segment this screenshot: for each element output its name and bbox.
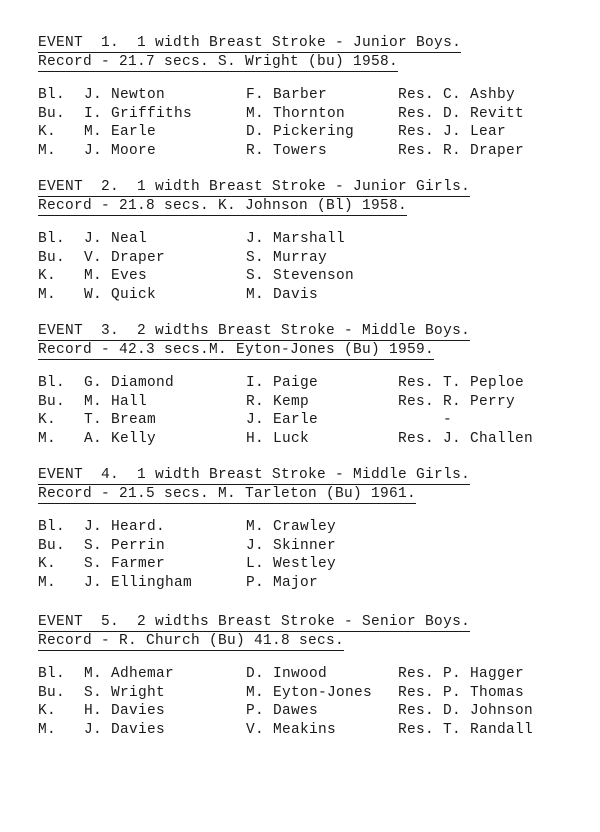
entrants-list <box>38 518 578 592</box>
reserve-name: - <box>398 412 453 428</box>
entrant-row <box>38 518 578 537</box>
entrant-name: M. Adhemar <box>84 666 175 682</box>
house-code: Bl. <box>38 231 66 247</box>
reserve-name: Res. D. Johnson <box>398 703 534 719</box>
entrant-name: J. Neal <box>84 231 148 247</box>
reserve-name: Res. P. Thomas <box>398 684 525 701</box>
entrant-name: V. Meakins <box>246 721 337 738</box>
entrants-list <box>38 230 578 304</box>
entrant-name: S. Stevenson <box>246 268 355 284</box>
reserve-name: Res. R. Draper <box>398 142 525 159</box>
entrant-name: R. Kemp <box>246 393 310 410</box>
event-record: Record - R. Church (Bu) 41.8 secs. <box>38 633 345 649</box>
entrant-name: J. Skinner <box>246 537 337 554</box>
event-1 <box>38 34 578 160</box>
entrant-name: M. Thornton <box>246 105 346 122</box>
house-code: M. <box>38 721 57 738</box>
entrant-name: F. Barber <box>246 87 328 103</box>
house-code: K. <box>38 556 57 572</box>
entrant-row <box>38 665 578 684</box>
entrant-name: H. Davies <box>84 703 166 719</box>
event-heading: EVENT 3. 2 widths Breast Stroke - Middle Boys. <box>38 323 471 339</box>
entrant-name: J. Ellingham <box>84 574 193 591</box>
reserve-name: Res. T. Peploe <box>398 375 525 391</box>
entrant-name: H. Luck <box>246 430 310 447</box>
entrant-name: J. Marshall <box>246 231 346 247</box>
entrant-name: M. Earle <box>84 124 157 140</box>
event-heading: EVENT 2. 1 width Breast Stroke - Junior Girls. <box>38 179 471 195</box>
event-record: Record - 21.5 secs. M. Tarleton (Bu) 1961. <box>38 486 417 502</box>
event-heading: EVENT 1. 1 width Breast Stroke - Junior Boys. <box>38 35 462 51</box>
entrant-name: A. Kelly <box>84 430 157 447</box>
house-code: Bu. <box>38 537 66 554</box>
entrants-list <box>38 86 578 160</box>
event-record: Record - 42.3 secs.M. Eyton-Jones (Bu) 1959. <box>38 342 435 358</box>
entrant-row <box>38 537 578 556</box>
entrant-name: M. Hall <box>84 393 148 410</box>
entrant-name: J. Earle <box>246 412 319 428</box>
house-code: M. <box>38 574 57 591</box>
entrant-row <box>38 430 578 449</box>
entrant-name: I. Griffiths <box>84 105 193 122</box>
entrant-name: V. Draper <box>84 249 166 266</box>
entrant-name: M. Crawley <box>246 519 337 535</box>
reserve-name: Res. T. Randall <box>398 721 534 738</box>
entrant-row <box>38 86 578 105</box>
entrant-row <box>38 249 578 268</box>
house-code: K. <box>38 268 57 284</box>
entrant-name: R. Towers <box>246 142 328 159</box>
entrant-name: J. Heard. <box>84 519 166 535</box>
house-code: Bu. <box>38 249 66 266</box>
entrant-row <box>38 286 578 305</box>
entrants-list <box>38 374 578 448</box>
entrant-name: L. Westley <box>246 556 337 572</box>
entrant-row <box>38 374 578 393</box>
reserve-name: Res. R. Perry <box>398 393 516 410</box>
house-code: K. <box>38 703 57 719</box>
reserve-name: Res. C. Ashby <box>398 87 516 103</box>
house-code: M. <box>38 142 57 159</box>
event-5 <box>38 613 578 739</box>
event-4 <box>38 466 578 592</box>
entrant-name: S. Wright <box>84 684 166 701</box>
house-code: M. <box>38 286 57 303</box>
entrant-name: M. Eves <box>84 268 148 284</box>
entrant-name: M. Davis <box>246 286 319 303</box>
entrant-name: G. Diamond <box>84 375 175 391</box>
reserve-name: Res. P. Hagger <box>398 666 525 682</box>
entrant-name: I. Paige <box>246 375 319 391</box>
house-code: Bl. <box>38 666 66 682</box>
event-3 <box>38 322 578 448</box>
event-2 <box>38 178 578 304</box>
entrant-name: S. Murray <box>246 249 328 266</box>
house-code: Bu. <box>38 105 66 122</box>
event-record: Record - 21.8 secs. K. Johnson (Bl) 1958. <box>38 198 408 214</box>
entrant-name: T. Bream <box>84 412 157 428</box>
entrant-row <box>38 411 578 430</box>
entrant-name: J. Moore <box>84 142 157 159</box>
event-heading: EVENT 5. 2 widths Breast Stroke - Senior Boys. <box>38 614 471 630</box>
event-record: Record - 21.7 secs. S. Wright (bu) 1958. <box>38 54 399 70</box>
entrant-row <box>38 142 578 161</box>
entrant-row <box>38 230 578 249</box>
reserve-name: Res. D. Revitt <box>398 105 525 122</box>
entrant-name: J. Newton <box>84 87 166 103</box>
entrant-name: S. Perrin <box>84 537 166 554</box>
entrant-name: W. Quick <box>84 286 157 303</box>
entrant-row <box>38 555 578 574</box>
entrant-name: M. Eyton-Jones <box>246 684 373 701</box>
house-code: M. <box>38 430 57 447</box>
entrant-name: D. Pickering <box>246 124 355 140</box>
house-code: Bu. <box>38 393 66 410</box>
entrant-name: P. Major <box>246 574 319 591</box>
entrant-row <box>38 702 578 721</box>
entrants-list <box>38 665 578 739</box>
house-code: K. <box>38 412 57 428</box>
entrant-row <box>38 684 578 703</box>
house-code: Bl. <box>38 519 66 535</box>
entrant-row <box>38 393 578 412</box>
reserve-name: Res. J. Challen <box>398 430 534 447</box>
entrant-name: J. Davies <box>84 721 166 738</box>
reserve-name: Res. J. Lear <box>398 124 507 140</box>
entrant-row <box>38 105 578 124</box>
entrant-row <box>38 267 578 286</box>
entrant-name: D. Inwood <box>246 666 328 682</box>
house-code: Bl. <box>38 375 66 391</box>
house-code: Bl. <box>38 87 66 103</box>
event-heading: EVENT 4. 1 width Breast Stroke - Middle Girls. <box>38 467 471 483</box>
house-code: K. <box>38 124 57 140</box>
entrant-name: S. Farmer <box>84 556 166 572</box>
entrant-row <box>38 123 578 142</box>
house-code: Bu. <box>38 684 66 701</box>
entrant-row <box>38 721 578 740</box>
entrant-row <box>38 574 578 593</box>
entrant-name: P. Dawes <box>246 703 319 719</box>
